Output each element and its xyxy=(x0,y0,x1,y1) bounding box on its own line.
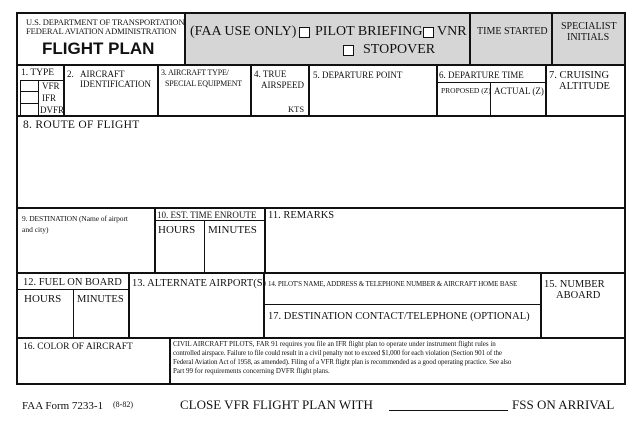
destination-contact-label: 17. DESTINATION CONTACT/TELEPHONE (OPTIONAL) xyxy=(268,311,530,322)
ete-hours-minutes-divider xyxy=(204,220,205,273)
aircraft-type-divider xyxy=(250,65,252,116)
fuel-minutes-label: MINUTES xyxy=(77,294,124,305)
color-of-aircraft-label: 16. COLOR OF AIRCRAFT xyxy=(23,342,133,352)
fss-on-arrival-label: FSS ON ARRIVAL xyxy=(512,397,615,412)
type-dvfr-checkbox[interactable] xyxy=(20,104,39,116)
row3-bottom-divider xyxy=(18,272,624,274)
kts-label: KTS xyxy=(288,104,305,114)
ete-subdivider xyxy=(154,220,265,221)
actual-label: ACTUAL (Z) xyxy=(494,86,544,96)
departure-time-subdivider xyxy=(436,82,546,83)
destination-divider xyxy=(154,208,156,273)
aircraft-type-line-2: SPECIAL EQUIPMENT xyxy=(165,79,242,88)
fuel-hours-minutes-divider xyxy=(73,289,74,338)
number-aboard-line-1: 15. NUMBER xyxy=(544,279,605,290)
proposed-label: PROPOSED (Z) xyxy=(441,86,491,95)
agency-line-2: FEDERAL AVIATION ADMINISTRATION xyxy=(26,26,177,36)
time-started-divider xyxy=(469,14,471,65)
ete-divider xyxy=(264,208,266,273)
fss-name-blank[interactable] xyxy=(389,410,508,411)
true-airspeed-line-2: AIRSPEED xyxy=(261,80,305,90)
type-ifr-label: IFR xyxy=(42,93,57,103)
vnr-label: VNR xyxy=(437,24,467,39)
row4-bottom-divider xyxy=(18,337,624,339)
destination-line-2: and city) xyxy=(22,225,49,234)
type-label: 1. TYPE xyxy=(21,68,55,78)
form-number: FAA Form 7233-1 xyxy=(22,400,104,412)
type-ifr-checkbox[interactable] xyxy=(20,92,39,104)
fuel-on-board-label: 12. FUEL ON BOARD xyxy=(23,277,122,288)
specialist-initials-line-2: INITIALS xyxy=(567,32,610,43)
stopover-checkbox[interactable] xyxy=(343,45,354,56)
faa-use-only-shaded-area xyxy=(184,14,624,65)
est-time-enroute-label: 10. EST. TIME ENROUTE xyxy=(157,210,257,220)
airspeed-divider xyxy=(308,65,310,116)
destination-line-1: 9. DESTINATION (Name of airport xyxy=(22,214,128,223)
form-date: (8-82) xyxy=(113,400,133,409)
cruising-altitude-line-2: ALTITUDE xyxy=(559,81,610,92)
agency-line-1: U.S. DEPARTMENT OF TRANSPORTATION xyxy=(26,17,185,27)
aircraft-id-line-2: IDENTIFICATION xyxy=(80,79,151,89)
alternate-airports-label: 13. ALTERNATE AIRPORT(S) xyxy=(132,278,267,289)
true-airspeed-line-1: 4. TRUE xyxy=(254,69,287,79)
color-divider xyxy=(169,338,171,383)
specialist-divider xyxy=(551,14,553,65)
type-vfr-label: VFR xyxy=(42,81,60,91)
stopover-label: STOPOVER xyxy=(363,42,436,57)
notice-line-1: CIVIL AIRCRAFT PILOTS, FAR 91 requires you file an IFR flight plan to operate under instrument flight rules in xyxy=(173,340,496,348)
departure-point-divider xyxy=(436,65,438,116)
remarks-label: 11. REMARKS xyxy=(268,210,335,221)
header-divider xyxy=(18,64,624,66)
number-aboard-divider xyxy=(540,273,542,338)
pilot-contact-divider xyxy=(263,304,541,305)
cruising-altitude-line-1: 7. CRUISING xyxy=(549,70,610,81)
notice-line-3: Federal Aviation Act of 1958, as amended). Filing of a VFR flight plan is recommended as a good operating practice. See also xyxy=(173,358,512,366)
ete-hours-label: HOURS xyxy=(158,224,196,236)
departure-time-label: 6. DEPARTURE TIME xyxy=(439,70,524,80)
aircraft-id-number: 2. xyxy=(67,69,74,79)
departure-point-label: 5. DEPARTURE POINT xyxy=(313,70,403,80)
type-dvfr-label: DVFR xyxy=(40,105,65,115)
pilot-briefing-label: PILOT BRIEFING xyxy=(315,24,423,39)
notice-line-2: controlled airspace. Failure to file could result in a civil penalty not to exceed $1,000 for each violation (Section 901 of the xyxy=(173,349,502,357)
faa-use-only-label: (FAA USE ONLY) xyxy=(190,24,297,39)
aircraft-id-divider xyxy=(157,65,159,116)
departure-time-divider xyxy=(545,65,547,116)
type-vfr-checkbox[interactable] xyxy=(20,80,39,92)
vnr-checkbox[interactable] xyxy=(423,27,434,38)
pilots-name-label: 14. PILOT'S NAME, ADDRESS & TELEPHONE NUMBER & AIRCRAFT HOME BASE xyxy=(268,280,518,288)
flight-plan-form xyxy=(16,12,626,385)
aircraft-type-line-1: 3. AIRCRAFT TYPE/ xyxy=(161,68,229,77)
route-bottom-divider xyxy=(18,207,624,209)
fuel-divider xyxy=(128,273,130,338)
pilot-briefing-checkbox[interactable] xyxy=(299,27,310,38)
fuel-hours-label: HOURS xyxy=(24,293,62,305)
time-started-label: TIME STARTED xyxy=(477,26,548,37)
ete-minutes-label: MINUTES xyxy=(208,224,257,236)
notice-line-4: Part 99 for requirements concerning DVFR flight plans. xyxy=(173,367,330,375)
number-aboard-line-2: ABOARD xyxy=(556,290,601,301)
form-title: FLIGHT PLAN xyxy=(42,39,155,58)
specialist-initials-line-1: SPECIALIST xyxy=(561,21,617,32)
close-vfr-label: CLOSE VFR FLIGHT PLAN WITH xyxy=(180,397,373,412)
aircraft-id-line-1: AIRCRAFT xyxy=(80,69,125,79)
row1-bottom-divider xyxy=(18,115,624,117)
route-of-flight-label: 8. ROUTE OF FLIGHT xyxy=(23,119,140,131)
